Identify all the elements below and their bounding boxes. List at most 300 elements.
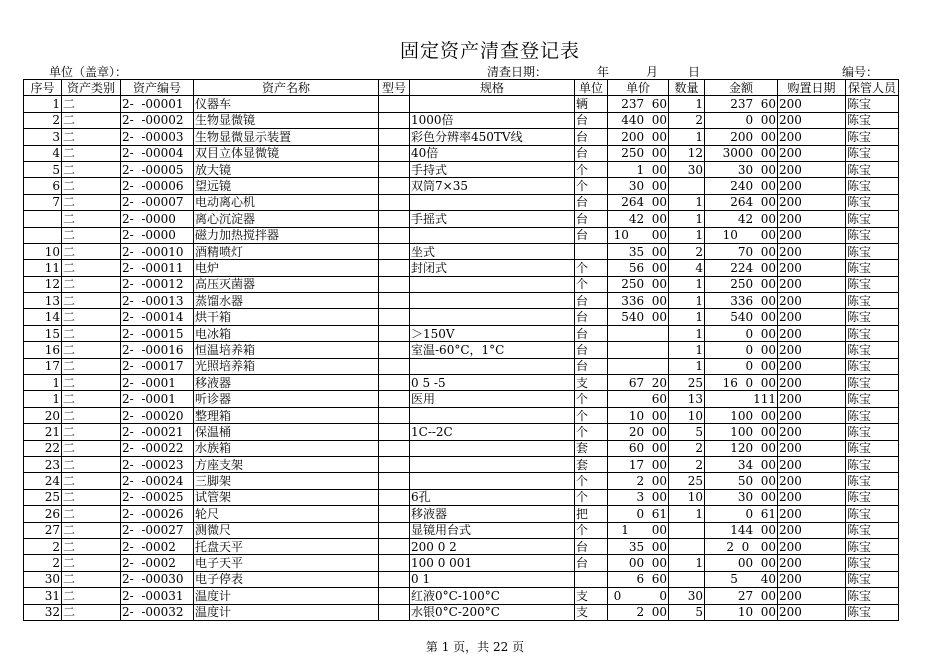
cell-custodian: 陈宝 xyxy=(846,424,899,440)
cell-unit: 台 xyxy=(575,112,608,128)
cell-custodian: 陈宝 xyxy=(846,325,899,341)
cell-custodian: 陈宝 xyxy=(846,588,899,604)
cell-amount: 34 00 xyxy=(705,456,778,472)
cell-asset-name: 放大镜 xyxy=(194,161,379,177)
cell-index: 6 xyxy=(24,178,62,194)
cell-index: 21 xyxy=(24,424,62,440)
cell-model xyxy=(379,227,410,243)
cell-amount: 0 00 xyxy=(705,358,778,374)
cell-asset-number: 2- -00025 xyxy=(121,489,194,505)
asset-table xyxy=(23,79,899,621)
table-row xyxy=(24,227,899,243)
cell-category: 二 xyxy=(62,161,121,177)
cell-asset-number: 2- -00014 xyxy=(121,309,194,325)
table-header-row xyxy=(24,80,899,96)
cell-model xyxy=(379,604,410,620)
cell-asset-name: 电炉 xyxy=(194,260,379,276)
cell-category: 二 xyxy=(62,407,121,423)
cell-purchase-date: 200 xyxy=(778,522,846,538)
cell-asset-name: 烘干箱 xyxy=(194,309,379,325)
cell-unit-price xyxy=(608,342,669,358)
table-row xyxy=(24,358,899,374)
cell-spec: 封闭式 xyxy=(410,260,575,276)
cell-unit: 个 xyxy=(575,161,608,177)
cell-model xyxy=(379,538,410,554)
cell-index: 26 xyxy=(24,506,62,522)
cell-unit: 台 xyxy=(575,325,608,341)
table-row xyxy=(24,260,899,276)
cell-asset-name: 整理箱 xyxy=(194,407,379,423)
cell-amount: 336 00 xyxy=(705,293,778,309)
cell-purchase-date: 200 xyxy=(778,342,846,358)
cell-amount: 30 00 xyxy=(705,161,778,177)
cell-asset-number: 2- -00015 xyxy=(121,325,194,341)
cell-category: 二 xyxy=(62,522,121,538)
table-row xyxy=(24,588,899,604)
cell-unit-price: 200 00 xyxy=(608,129,669,145)
table-row xyxy=(24,407,899,423)
cell-category: 二 xyxy=(62,293,121,309)
cell-custodian: 陈宝 xyxy=(846,375,899,391)
cell-quantity: 30 xyxy=(669,588,705,604)
cell-amount: 27 00 xyxy=(705,588,778,604)
cell-unit-price: 35 00 xyxy=(608,538,669,554)
cell-unit-price xyxy=(608,325,669,341)
cell-unit: 个 xyxy=(575,260,608,276)
cell-unit-price: 67 20 xyxy=(608,375,669,391)
cell-custodian: 陈宝 xyxy=(846,571,899,587)
cell-unit-price: 336 00 xyxy=(608,293,669,309)
cell-asset-name: 生物显微镜 xyxy=(194,112,379,128)
cell-asset-number: 2- -00010 xyxy=(121,243,194,259)
cell-unit-price: 0 0 xyxy=(608,588,669,604)
cell-purchase-date: 200 xyxy=(778,571,846,587)
cell-spec: 手持式 xyxy=(410,161,575,177)
cell-purchase-date: 200 xyxy=(778,161,846,177)
cell-amount: 540 00 xyxy=(705,309,778,325)
cell-index: 15 xyxy=(24,325,62,341)
cell-asset-name: 磁力加热搅拌器 xyxy=(194,227,379,243)
cell-index: 24 xyxy=(24,473,62,489)
cell-purchase-date: 200 xyxy=(778,145,846,161)
cell-category: 二 xyxy=(62,145,121,161)
cell-unit: 台 xyxy=(575,555,608,571)
cell-custodian: 陈宝 xyxy=(846,358,899,374)
cell-quantity: 1 xyxy=(669,309,705,325)
cell-unit-price: 237 60 xyxy=(608,96,669,112)
cell-index: 22 xyxy=(24,440,62,456)
cell-amount: 111 xyxy=(705,391,778,407)
cell-asset-number: 2- -0001 xyxy=(121,391,194,407)
table-row xyxy=(24,375,899,391)
cell-asset-number: 2- -00012 xyxy=(121,276,194,292)
header-spec: 规格 xyxy=(410,80,575,96)
cell-quantity: 12 xyxy=(669,145,705,161)
table-row xyxy=(24,604,899,620)
header-unit-price: 单价 xyxy=(608,80,669,96)
cell-amount: 5 40 xyxy=(705,571,778,587)
cell-amount: 250 00 xyxy=(705,276,778,292)
cell-unit-price: 17 00 xyxy=(608,456,669,472)
cell-index: 23 xyxy=(24,456,62,472)
cell-quantity: 30 xyxy=(669,161,705,177)
cell-custodian: 陈宝 xyxy=(846,604,899,620)
cell-unit: 个 xyxy=(575,178,608,194)
cell-index: 3 xyxy=(24,129,62,145)
cell-spec xyxy=(410,276,575,292)
cell-purchase-date: 200 xyxy=(778,129,846,145)
cell-purchase-date: 200 xyxy=(778,506,846,522)
cell-custodian: 陈宝 xyxy=(846,293,899,309)
cell-unit: 把 xyxy=(575,506,608,522)
cell-unit-price: 10 00 xyxy=(608,227,669,243)
cell-unit: 个 xyxy=(575,424,608,440)
cell-quantity: 2 xyxy=(669,243,705,259)
cell-amount: 10 00 xyxy=(705,227,778,243)
table-row xyxy=(24,161,899,177)
cell-unit-price: 2 00 xyxy=(608,604,669,620)
table-row xyxy=(24,522,899,538)
cell-quantity xyxy=(669,522,705,538)
cell-category: 二 xyxy=(62,260,121,276)
cell-purchase-date: 200 xyxy=(778,309,846,325)
cell-spec: 200 0 2 xyxy=(410,538,575,554)
cell-unit: 支 xyxy=(575,604,608,620)
cell-custodian: 陈宝 xyxy=(846,260,899,276)
cell-purchase-date: 200 xyxy=(778,440,846,456)
cell-quantity: 1 xyxy=(669,325,705,341)
date-month: 月 xyxy=(646,65,659,79)
cell-purchase-date: 200 xyxy=(778,375,846,391)
cell-category: 二 xyxy=(62,538,121,554)
cell-category: 二 xyxy=(62,358,121,374)
cell-spec: 坐式 xyxy=(410,243,575,259)
cell-unit: 个 xyxy=(575,489,608,505)
cell-purchase-date: 200 xyxy=(778,112,846,128)
cell-quantity xyxy=(669,538,705,554)
header-asset-name: 资产名称 xyxy=(194,80,379,96)
cell-quantity: 4 xyxy=(669,260,705,276)
cell-model xyxy=(379,161,410,177)
cell-spec: 室温-60°C，1°C xyxy=(410,342,575,358)
cell-spec: 100 0 001 xyxy=(410,555,575,571)
cell-amount: 264 00 xyxy=(705,194,778,210)
cell-model xyxy=(379,391,410,407)
cell-custodian: 陈宝 xyxy=(846,276,899,292)
cell-quantity: 1 xyxy=(669,342,705,358)
cell-purchase-date: 200 xyxy=(778,424,846,440)
cell-quantity: 1 xyxy=(669,211,705,227)
cell-unit: 台 xyxy=(575,145,608,161)
header-index: 序号 xyxy=(24,80,62,96)
cell-quantity: 10 xyxy=(669,489,705,505)
cell-purchase-date: 200 xyxy=(778,407,846,423)
cell-spec xyxy=(410,407,575,423)
cell-asset-number: 2- -00017 xyxy=(121,358,194,374)
cell-amount: 120 00 xyxy=(705,440,778,456)
cell-custodian: 陈宝 xyxy=(846,96,899,112)
cell-unit-price: 20 00 xyxy=(608,424,669,440)
table-row xyxy=(24,145,899,161)
cell-custodian: 陈宝 xyxy=(846,456,899,472)
cell-spec: 1C--2C xyxy=(410,424,575,440)
cell-unit-price xyxy=(608,358,669,374)
cell-index: 32 xyxy=(24,604,62,620)
cell-category: 二 xyxy=(62,178,121,194)
cell-unit: 支 xyxy=(575,588,608,604)
cell-asset-number: 2- -00013 xyxy=(121,293,194,309)
cell-category: 二 xyxy=(62,456,121,472)
cell-custodian: 陈宝 xyxy=(846,309,899,325)
cell-unit: 台 xyxy=(575,194,608,210)
cell-unit-price: 1 00 xyxy=(608,161,669,177)
cell-asset-number: 2- -00011 xyxy=(121,260,194,276)
cell-index: 14 xyxy=(24,309,62,325)
cell-unit-price: 250 00 xyxy=(608,145,669,161)
table-row xyxy=(24,571,899,587)
table-row xyxy=(24,178,899,194)
cell-asset-name: 轮尺 xyxy=(194,506,379,522)
cell-index: 5 xyxy=(24,161,62,177)
table-row xyxy=(24,456,899,472)
cell-asset-name: 离心沉淀器 xyxy=(194,211,379,227)
cell-spec: 红液0°C-100°C xyxy=(410,588,575,604)
table-row xyxy=(24,391,899,407)
cell-custodian: 陈宝 xyxy=(846,178,899,194)
cell-unit: 台 xyxy=(575,211,608,227)
cell-index: 7 xyxy=(24,194,62,210)
cell-category: 二 xyxy=(62,243,121,259)
cell-unit-price: 3 00 xyxy=(608,489,669,505)
cell-asset-name: 电冰箱 xyxy=(194,325,379,341)
cell-asset-name: 温度计 xyxy=(194,604,379,620)
cell-asset-name: 仪器车 xyxy=(194,96,379,112)
cell-index: 13 xyxy=(24,293,62,309)
cell-unit-price: 30 00 xyxy=(608,178,669,194)
cell-amount: 2 0 00 xyxy=(705,538,778,554)
cell-amount: 3000 00 xyxy=(705,145,778,161)
cell-asset-number: 2- -00030 xyxy=(121,571,194,587)
cell-spec xyxy=(410,473,575,489)
cell-unit-price: 264 00 xyxy=(608,194,669,210)
table-row xyxy=(24,211,899,227)
cell-unit-price: 0 61 xyxy=(608,506,669,522)
cell-unit: 台 xyxy=(575,129,608,145)
cell-spec xyxy=(410,440,575,456)
cell-unit: 辆 xyxy=(575,96,608,112)
page-title: 固定资产清查登记表 xyxy=(399,40,580,62)
cell-category: 二 xyxy=(62,96,121,112)
cell-asset-name: 水族箱 xyxy=(194,440,379,456)
table-row xyxy=(24,440,899,456)
table-row xyxy=(24,112,899,128)
cell-index: 1 xyxy=(24,391,62,407)
table-row xyxy=(24,309,899,325)
cell-custodian: 陈宝 xyxy=(846,112,899,128)
cell-index: 25 xyxy=(24,489,62,505)
unit-label: 单位（盖章）： xyxy=(49,65,128,79)
cell-custodian: 陈宝 xyxy=(846,489,899,505)
cell-spec: 显镜用台式 xyxy=(410,522,575,538)
cell-quantity: 1 xyxy=(669,555,705,571)
cell-purchase-date: 200 xyxy=(778,194,846,210)
cell-asset-name: 恒温培养箱 xyxy=(194,342,379,358)
cell-spec xyxy=(410,227,575,243)
cell-model xyxy=(379,440,410,456)
cell-asset-name: 移液器 xyxy=(194,375,379,391)
cell-purchase-date: 200 xyxy=(778,555,846,571)
cell-unit: 台 xyxy=(575,342,608,358)
cell-spec: 医用 xyxy=(410,391,575,407)
cell-asset-name: 蒸馏水器 xyxy=(194,293,379,309)
table-row xyxy=(24,473,899,489)
cell-quantity: 25 xyxy=(669,473,705,489)
cell-category: 二 xyxy=(62,194,121,210)
cell-index: 2 xyxy=(24,538,62,554)
table-row xyxy=(24,506,899,522)
cell-category: 二 xyxy=(62,227,121,243)
cell-unit: 套 xyxy=(575,456,608,472)
cell-category: 二 xyxy=(62,211,121,227)
table-row xyxy=(24,342,899,358)
cell-amount: 144 00 xyxy=(705,522,778,538)
cell-asset-number: 2- -00024 xyxy=(121,473,194,489)
cell-quantity: 1 xyxy=(669,227,705,243)
cell-category: 二 xyxy=(62,571,121,587)
header-model: 型号 xyxy=(379,80,410,96)
cell-asset-name: 听诊器 xyxy=(194,391,379,407)
cell-index: 1 xyxy=(24,375,62,391)
cell-unit-price: 6 60 xyxy=(608,571,669,587)
cell-index: 30 xyxy=(24,571,62,587)
cell-model xyxy=(379,145,410,161)
cell-category: 二 xyxy=(62,489,121,505)
check-date-label: 清查日期： xyxy=(487,65,548,79)
cell-index: 4 xyxy=(24,145,62,161)
cell-asset-number: 2- -00031 xyxy=(121,588,194,604)
cell-asset-number: 2- -00005 xyxy=(121,161,194,177)
cell-asset-number: 2- -00007 xyxy=(121,194,194,210)
cell-unit-price: 60 xyxy=(608,391,669,407)
cell-amount: 00 00 xyxy=(705,555,778,571)
cell-model xyxy=(379,456,410,472)
cell-purchase-date: 200 xyxy=(778,211,846,227)
cell-spec: 6孔 xyxy=(410,489,575,505)
cell-unit-price: 00 00 xyxy=(608,555,669,571)
cell-quantity: 1 xyxy=(669,194,705,210)
cell-quantity: 1 xyxy=(669,276,705,292)
cell-asset-name: 望远镜 xyxy=(194,178,379,194)
cell-purchase-date: 200 xyxy=(778,96,846,112)
cell-purchase-date: 200 xyxy=(778,227,846,243)
cell-asset-number: 2- -00032 xyxy=(121,604,194,620)
cell-unit-price: 42 00 xyxy=(608,211,669,227)
cell-spec: 0 5 -5 xyxy=(410,375,575,391)
cell-asset-number: 2- -0000 xyxy=(121,211,194,227)
cell-index: 12 xyxy=(24,276,62,292)
cell-custodian: 陈宝 xyxy=(846,227,899,243)
cell-model xyxy=(379,194,410,210)
cell-quantity: 5 xyxy=(669,604,705,620)
cell-model xyxy=(379,489,410,505)
cell-quantity: 2 xyxy=(669,440,705,456)
cell-category: 二 xyxy=(62,424,121,440)
cell-spec xyxy=(410,96,575,112)
cell-amount: 0 00 xyxy=(705,342,778,358)
cell-purchase-date: 200 xyxy=(778,489,846,505)
cell-model xyxy=(379,555,410,571)
cell-category: 二 xyxy=(62,555,121,571)
cell-unit: 台 xyxy=(575,358,608,374)
cell-category: 二 xyxy=(62,342,121,358)
cell-asset-name: 测微尺 xyxy=(194,522,379,538)
cell-index: 2 xyxy=(24,555,62,571)
cell-model xyxy=(379,506,410,522)
cell-unit: 个 xyxy=(575,407,608,423)
cell-spec: 水银0°C-200°C xyxy=(410,604,575,620)
cell-index: 10 xyxy=(24,243,62,259)
cell-unit-price: 60 00 xyxy=(608,440,669,456)
cell-category: 二 xyxy=(62,588,121,604)
cell-asset-number: 2- -00026 xyxy=(121,506,194,522)
cell-amount: 70 00 xyxy=(705,243,778,259)
cell-model xyxy=(379,178,410,194)
cell-amount: 0 61 xyxy=(705,506,778,522)
cell-spec: 移液器 xyxy=(410,506,575,522)
header-quantity: 数量 xyxy=(669,80,705,96)
cell-index: 31 xyxy=(24,588,62,604)
cell-index: 1 xyxy=(24,96,62,112)
cell-model xyxy=(379,293,410,309)
cell-asset-name: 酒精喷灯 xyxy=(194,243,379,259)
cell-spec: 手摇式 xyxy=(410,211,575,227)
cell-spec: 彩色分辨率450TV线 xyxy=(410,129,575,145)
cell-model xyxy=(379,96,410,112)
cell-spec xyxy=(410,309,575,325)
cell-index: 2 xyxy=(24,112,62,128)
cell-amount: 224 00 xyxy=(705,260,778,276)
cell-index: 17 xyxy=(24,358,62,374)
cell-custodian: 陈宝 xyxy=(846,473,899,489)
cell-purchase-date: 200 xyxy=(778,325,846,341)
cell-custodian: 陈宝 xyxy=(846,440,899,456)
cell-purchase-date: 200 xyxy=(778,178,846,194)
cell-category: 二 xyxy=(62,604,121,620)
cell-category: 二 xyxy=(62,440,121,456)
cell-unit-price: 56 00 xyxy=(608,260,669,276)
date-day: 日 xyxy=(688,65,701,79)
table-row xyxy=(24,243,899,259)
cell-index: 20 xyxy=(24,407,62,423)
page-footer: 第 1 页，共 22 页 xyxy=(425,640,525,654)
cell-purchase-date: 200 xyxy=(778,473,846,489)
cell-purchase-date: 200 xyxy=(778,538,846,554)
cell-spec: 40倍 xyxy=(410,145,575,161)
table-row xyxy=(24,293,899,309)
cell-asset-name: 双目立体显微镜 xyxy=(194,145,379,161)
cell-amount: 0 00 xyxy=(705,325,778,341)
cell-asset-name: 光照培养箱 xyxy=(194,358,379,374)
cell-amount: 30 00 xyxy=(705,489,778,505)
cell-amount: 200 00 xyxy=(705,129,778,145)
cell-unit: 个 xyxy=(575,522,608,538)
cell-model xyxy=(379,588,410,604)
table-row xyxy=(24,489,899,505)
cell-unit: 台 xyxy=(575,309,608,325)
cell-asset-name: 高压灭菌器 xyxy=(194,276,379,292)
cell-asset-name: 保温桶 xyxy=(194,424,379,440)
cell-custodian: 陈宝 xyxy=(846,145,899,161)
